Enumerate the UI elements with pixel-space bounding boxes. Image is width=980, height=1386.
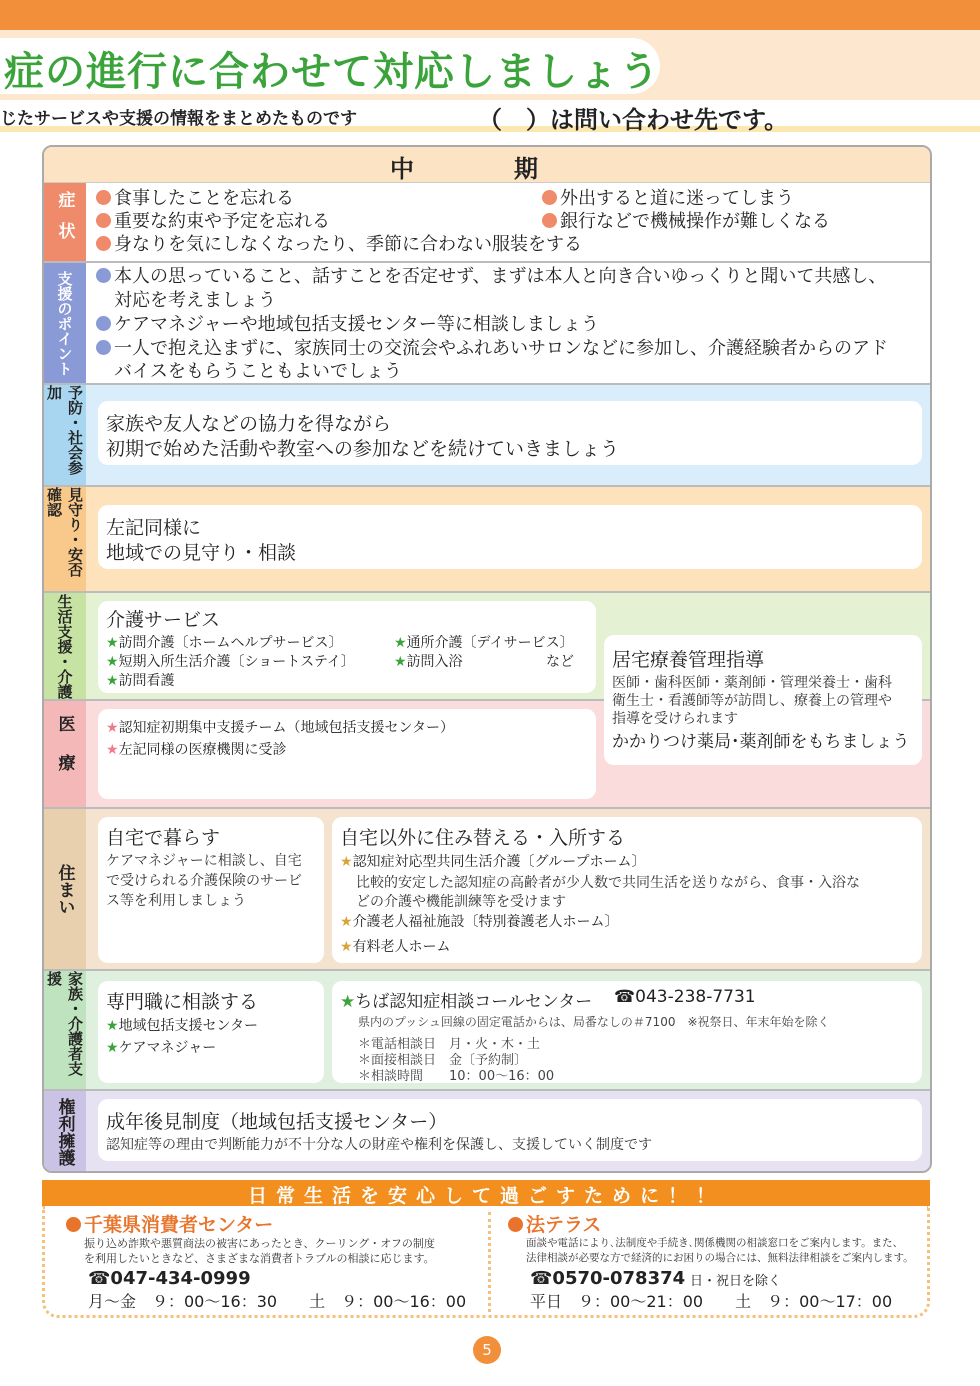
home-living-heading: 自宅で暮らす <box>106 827 221 849</box>
support-point: ケアマネジャーや地域包括支援センター等に相談しましょう <box>96 313 599 336</box>
star-icon: ★ <box>340 914 353 930</box>
call-center-detail: ＊相談時間 10：00～16：00 <box>358 1069 555 1084</box>
home-care-desc: 衛生士・看護師等が訪問し、療養上の管理や <box>612 693 892 709</box>
bullet-icon <box>96 236 111 251</box>
row-rights <box>44 1091 930 1173</box>
consult-heading: 専門職に相談する <box>106 991 259 1013</box>
home-living-desc: ス等を利用しましょう <box>106 893 246 909</box>
star-icon: ★ <box>106 720 119 736</box>
star-icon: ★ <box>394 654 407 670</box>
bullet-icon <box>96 340 111 355</box>
bullet-icon <box>542 213 557 228</box>
bullet-icon <box>96 190 111 205</box>
home-living-card <box>98 817 324 963</box>
row-housing <box>44 809 930 971</box>
consumer-center-desc: 振り込め詐欺や悪質商法の被害にあったとき、クーリング・オフの制度 <box>84 1237 435 1250</box>
home-care-desc: 指導を受けられます <box>612 711 738 727</box>
care-service-card <box>98 601 596 693</box>
medical-item: ★左記同様の医療機関に受診 <box>106 742 287 758</box>
consumer-center-title: 千葉県消費者センター <box>66 1210 273 1237</box>
bullet-icon <box>96 213 111 228</box>
home-care-desc: 医師・歯科医師・薬剤師・管理栄養士・歯科 <box>612 675 892 691</box>
home-care-card <box>604 635 922 765</box>
symptom-item: 外出すると道に迷ってしまう <box>542 187 794 210</box>
row-symptoms <box>44 183 930 263</box>
label-watch: 見守り・安否確認 <box>44 487 86 591</box>
footer-divider <box>488 1212 491 1312</box>
row-family <box>44 971 930 1091</box>
stage-label: 中期 <box>390 155 638 183</box>
home-care-emphasis: かかりつけ薬局･薬剤師をもちましょう <box>612 732 910 752</box>
support-point-cont: 対応を考えましょう <box>114 290 276 311</box>
consult-item: ★ケアマネジャー <box>106 1040 217 1056</box>
rights-desc: 認知症等の理由で判断能力が不十分な人の財産や権利を保護し、支援していく制度です <box>106 1137 652 1153</box>
row-support-points <box>44 263 930 385</box>
row-prevention <box>44 385 930 487</box>
star-icon: ★ <box>106 1040 119 1056</box>
care-service-item: ★訪問介護〔ホームヘルプサービス〕 <box>106 635 343 651</box>
home-living-desc: で受けられる介護保険のサービ <box>106 873 302 889</box>
header-top-bar <box>0 0 980 30</box>
prevention-line: 家族や友人などの協力を得ながら <box>106 413 392 435</box>
star-icon: ★ <box>340 992 356 1012</box>
relocation-item: ★有料老人ホーム <box>340 939 451 955</box>
label-housing: 住まい <box>44 809 86 969</box>
watch-line: 地域での見守り・相談 <box>106 542 297 564</box>
consult-card <box>98 981 324 1083</box>
support-point: 本人の思っていること、話すことを否定せず、まずは本人と向き合いゆっくりと聞いて共感し、 <box>96 265 886 288</box>
bullet-icon <box>508 1217 523 1232</box>
houterasu-desc: 法律相談が必要な方で経済的にお困りの場合には、無料法律相談をご案内します。 <box>526 1252 914 1264</box>
consult-item: ★地域包括支援センター <box>106 1018 259 1034</box>
star-icon: ★ <box>340 939 353 955</box>
label-symptoms: 症状 <box>44 183 86 261</box>
subtitle-left: じたサービスや支援の情報をまとめたものです <box>0 109 357 129</box>
houterasu-tel: ☎0570-078374 <box>530 1268 686 1289</box>
care-service-item: ★訪問入浴 <box>394 654 463 670</box>
rights-heading: 成年後見制度（地域包括支援センター） <box>106 1111 448 1133</box>
houterasu-desc: 面談や電話により､法制度や手続き､関係機関の相談窓口をご案内します。また、 <box>526 1237 904 1249</box>
houterasu-hours: 平日 ９：00～21：00 土 ９：00～17：00 <box>530 1292 893 1311</box>
relocation-heading: 自宅以外に住み替える・入所する <box>340 827 626 849</box>
houterasu-tel-note: 日・祝日を除く <box>690 1274 782 1289</box>
prevention-card <box>98 401 922 465</box>
bullet-icon <box>96 316 111 331</box>
label-family: 家族・介護者支援 <box>44 971 86 1089</box>
prevention-line: 初期で始めた活動や教室への参加などを続けていきましょう <box>106 438 620 460</box>
care-service-item: ★短期入所生活介護〔ショートステイ〕 <box>106 654 355 670</box>
care-service-item: ★訪問看護 <box>106 673 175 689</box>
home-care-heading: 居宅療養管理指導 <box>612 649 765 671</box>
home-living-desc: ケアマネジャーに相談し、自宅 <box>106 853 302 869</box>
star-icon: ★ <box>106 742 119 758</box>
label-life-support: 生活支援・介護 <box>44 593 86 699</box>
subtitle-right: （ ）は問い合わせ先です。 <box>478 106 789 134</box>
row-watch <box>44 487 930 593</box>
care-service-heading: 介護サービス <box>106 609 221 631</box>
support-point: 一人で抱え込まずに、家族同士の交流会やふれあいサロンなどに参加し、介護経験者からのアド <box>96 337 888 360</box>
houterasu-title: 法テラス <box>508 1210 601 1237</box>
medical-item: ★認知症初期集中支援チーム（地域包括支援センター） <box>106 720 455 736</box>
symptom-item: 重要な約束や予定を忘れる <box>96 210 330 233</box>
symptom-item: 食事したことを忘れる <box>96 187 294 210</box>
call-center-detail: ＊電話相談日 月・火・木・土 <box>358 1037 541 1052</box>
label-rights: 権利擁護 <box>44 1091 86 1173</box>
label-support-points: 支援のポイント <box>44 263 86 383</box>
label-medical: 医療 <box>44 701 86 807</box>
star-icon: ★ <box>394 635 407 651</box>
watch-card <box>98 505 922 569</box>
bullet-icon <box>542 190 557 205</box>
care-service-item: ★通所介護〔デイサービス〕 <box>394 635 574 651</box>
care-table <box>42 145 932 1173</box>
bullet-icon <box>96 268 111 283</box>
bullet-icon <box>66 1217 81 1232</box>
footer-banner-text: 日常生活を安心して過ごすために！！ <box>247 1185 724 1207</box>
care-service-etc: など <box>546 654 574 670</box>
star-icon: ★ <box>106 635 119 651</box>
label-prevention: 予防・社会参加 <box>44 385 86 485</box>
call-center-name: ★ちば認知症相談コールセンター <box>340 992 593 1012</box>
star-icon: ★ <box>106 654 119 670</box>
relocation-item: ★認知症対応型共同生活介護〔グループホーム〕 <box>340 854 646 870</box>
consumer-center-hours: 月～金 ９：00～16：30 土 ９：00～16：00 <box>88 1292 467 1311</box>
symptom-item: 身なりを気にしなくなったり、季節に合わない服装をする <box>96 233 582 256</box>
call-center-tel: ☎043-238-7731 <box>614 987 756 1007</box>
relocation-item-desc: どの介護や機能訓練等を受けます <box>356 894 566 910</box>
star-icon: ★ <box>106 1018 119 1034</box>
star-icon: ★ <box>106 673 119 689</box>
star-icon: ★ <box>340 854 353 870</box>
footer-banner <box>42 1180 930 1206</box>
stage-header <box>44 147 930 183</box>
rights-card <box>98 1099 922 1161</box>
call-center-detail: ＊面接相談日 金〔予約制〕 <box>358 1053 528 1068</box>
call-center-card <box>332 981 922 1083</box>
consumer-center-desc: を利用したいときなど、さまざまな消費者トラブルの相談に応じます。 <box>84 1252 435 1265</box>
relocation-item: ★介護老人福祉施設〔特別養護老人ホーム〕 <box>340 914 619 930</box>
medical-card <box>98 709 596 799</box>
consumer-center-tel: ☎047-434-0999 <box>88 1268 251 1289</box>
support-point-cont: バイスをもらうこともよいでしょう <box>114 361 402 382</box>
relocation-card <box>332 817 922 963</box>
page-title: 症の進行に合わせて対応しましょう <box>4 49 660 95</box>
call-center-note: 県内のプッシュ回線の固定電話からは、局番なしの＃7100 ※祝祭日、年末年始を除く <box>358 1015 830 1029</box>
watch-line: 左記同様に <box>106 517 202 539</box>
relocation-item-desc: 比較的安定した認知症の高齢者が少人数で共同生活を送りながら、食事・入浴な <box>356 875 860 891</box>
symptom-item: 銀行などで機械操作が難しくなる <box>542 210 830 233</box>
page-number: 5 <box>473 1336 501 1364</box>
